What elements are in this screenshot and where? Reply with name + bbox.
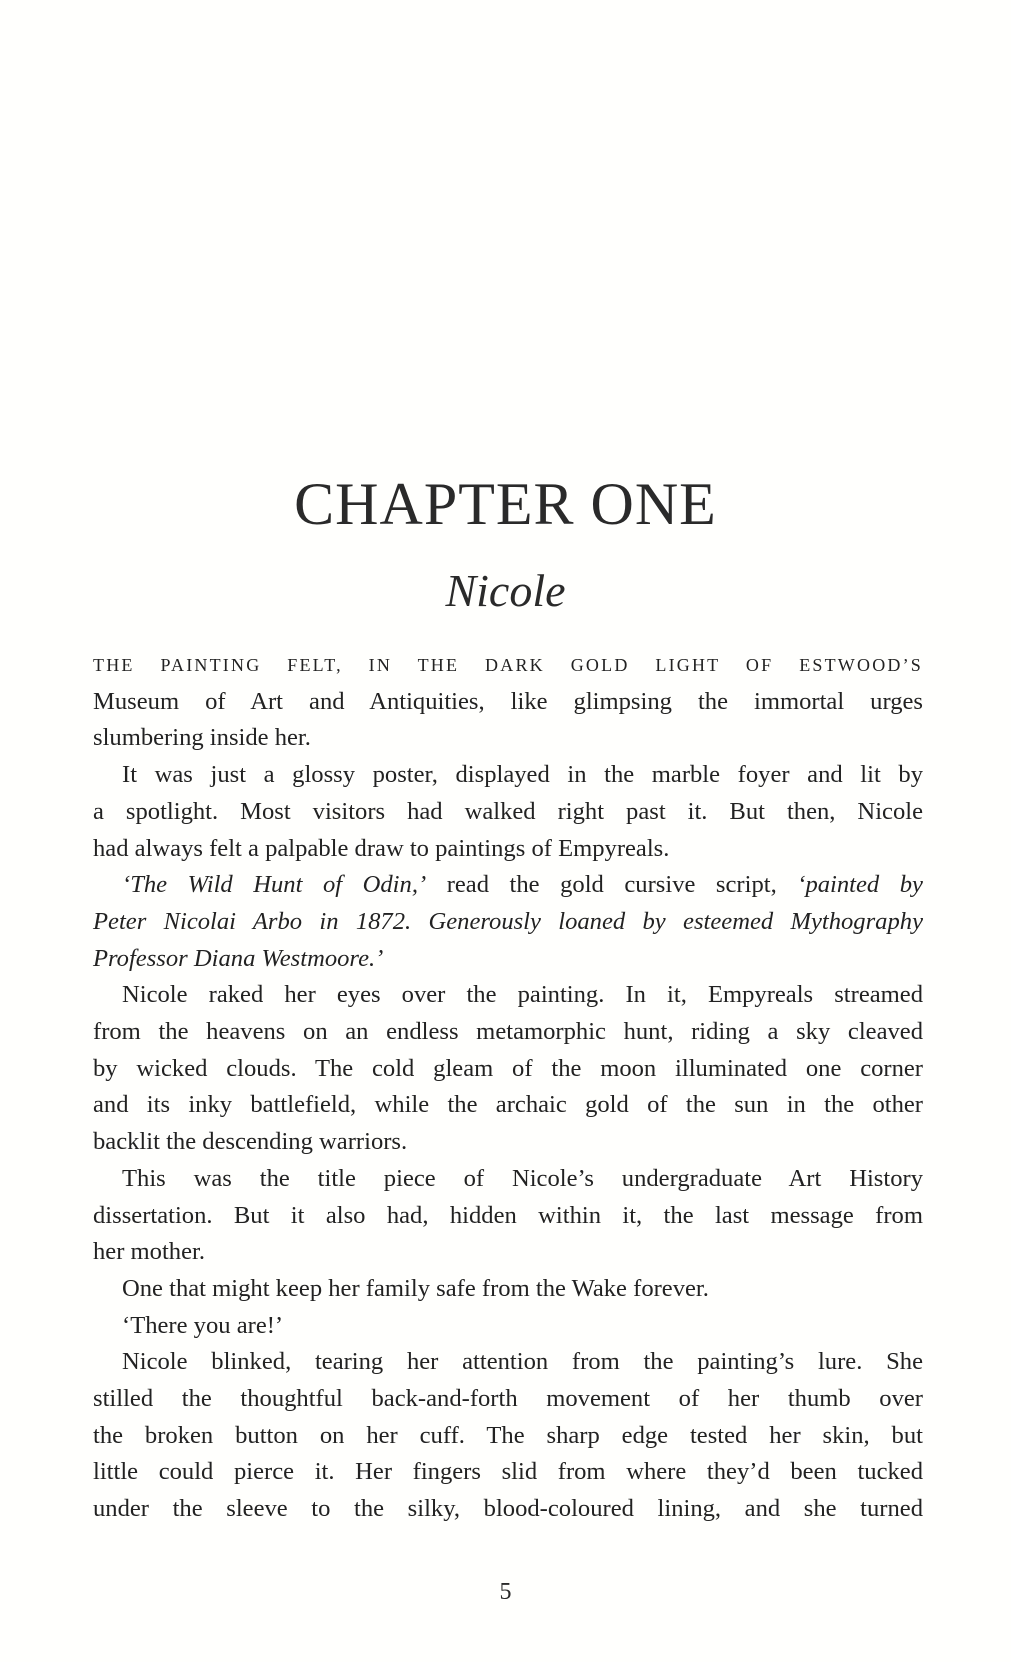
paragraph-lead-in: THE PAINTING FELT, IN THE DARK GOLD LIGHT OF ESTWOOD’S xyxy=(93,655,923,675)
text-line: It was just a glossy poster, displayed in the marble foyer and lit by xyxy=(122,761,923,789)
paragraph-5 xyxy=(93,1161,923,1271)
text-line: dissertation. But it also had, hidden within it, the last message from xyxy=(93,1201,923,1229)
text-line: One that might keep her family safe from the Wake forever. xyxy=(122,1274,709,1302)
painting-title: ‘The Wild Hunt of Odin,’ xyxy=(122,871,427,899)
text-line: backlit the descending warriors. xyxy=(93,1128,408,1156)
text-line: Nicole blinked, tearing her attention from the painting’s lure. She xyxy=(122,1348,923,1376)
text-line xyxy=(93,867,923,904)
text-line: had always felt a palpable draw to paintings of Empyreals. xyxy=(93,834,670,862)
paragraph-8 xyxy=(93,1344,923,1528)
text-line: Museum of Art and Antiquities, like glimpsing the immortal urges xyxy=(93,687,923,715)
text-line: a spotlight. Most visitors had walked right past it. But then, Nicole xyxy=(93,797,923,825)
text-line: This was the title piece of Nicole’s undergraduate Art History xyxy=(122,1164,923,1192)
text-line: the broken button on her cuff. The sharp edge tested her skin, but xyxy=(93,1421,923,1449)
paragraph-6 xyxy=(93,1271,923,1308)
text-line: and its inky battlefield, while the archaic gold of the sun in the other xyxy=(93,1091,923,1119)
text-line: stilled the thoughtful back-and-forth movement of her thumb over xyxy=(93,1385,923,1413)
text-fragment: read the gold cursive script, xyxy=(426,871,798,899)
text-line: ‘There you are!’ xyxy=(122,1311,284,1339)
chapter-subtitle: Nicole xyxy=(445,565,566,616)
paragraph-1 xyxy=(93,647,923,757)
text-line: Professor Diana Westmoore.’ xyxy=(93,944,384,972)
text-line: by wicked clouds. The cold gleam of the moon illuminated one corner xyxy=(93,1054,923,1082)
paragraph-4 xyxy=(93,977,923,1161)
paragraph-7 xyxy=(93,1308,923,1345)
paragraph-3 xyxy=(93,867,923,977)
text-line: slumbering inside her. xyxy=(93,724,311,752)
text-line: her mother. xyxy=(93,1238,206,1266)
paragraph-2 xyxy=(93,757,923,867)
text-line: Peter Nicolai Arbo in 1872. Generously loaned by esteemed Mythography xyxy=(93,907,923,935)
text-line: from the heavens on an endless metamorphic hunt, riding a sky cleaved xyxy=(93,1018,923,1046)
page-number: 5 xyxy=(499,1579,512,1605)
text-line: Nicole raked her eyes over the painting. In it, Empyreals streamed xyxy=(122,981,923,1009)
body-text xyxy=(93,647,923,1528)
script-quote: ‘painted by xyxy=(797,871,923,899)
chapter-title: CHAPTER ONE xyxy=(294,471,717,537)
text-line: little could pierce it. Her fingers slid from where they’d been tucked xyxy=(93,1458,923,1486)
text-line: under the sleeve to the silky, blood-coloured lining, and she turned xyxy=(93,1495,923,1523)
